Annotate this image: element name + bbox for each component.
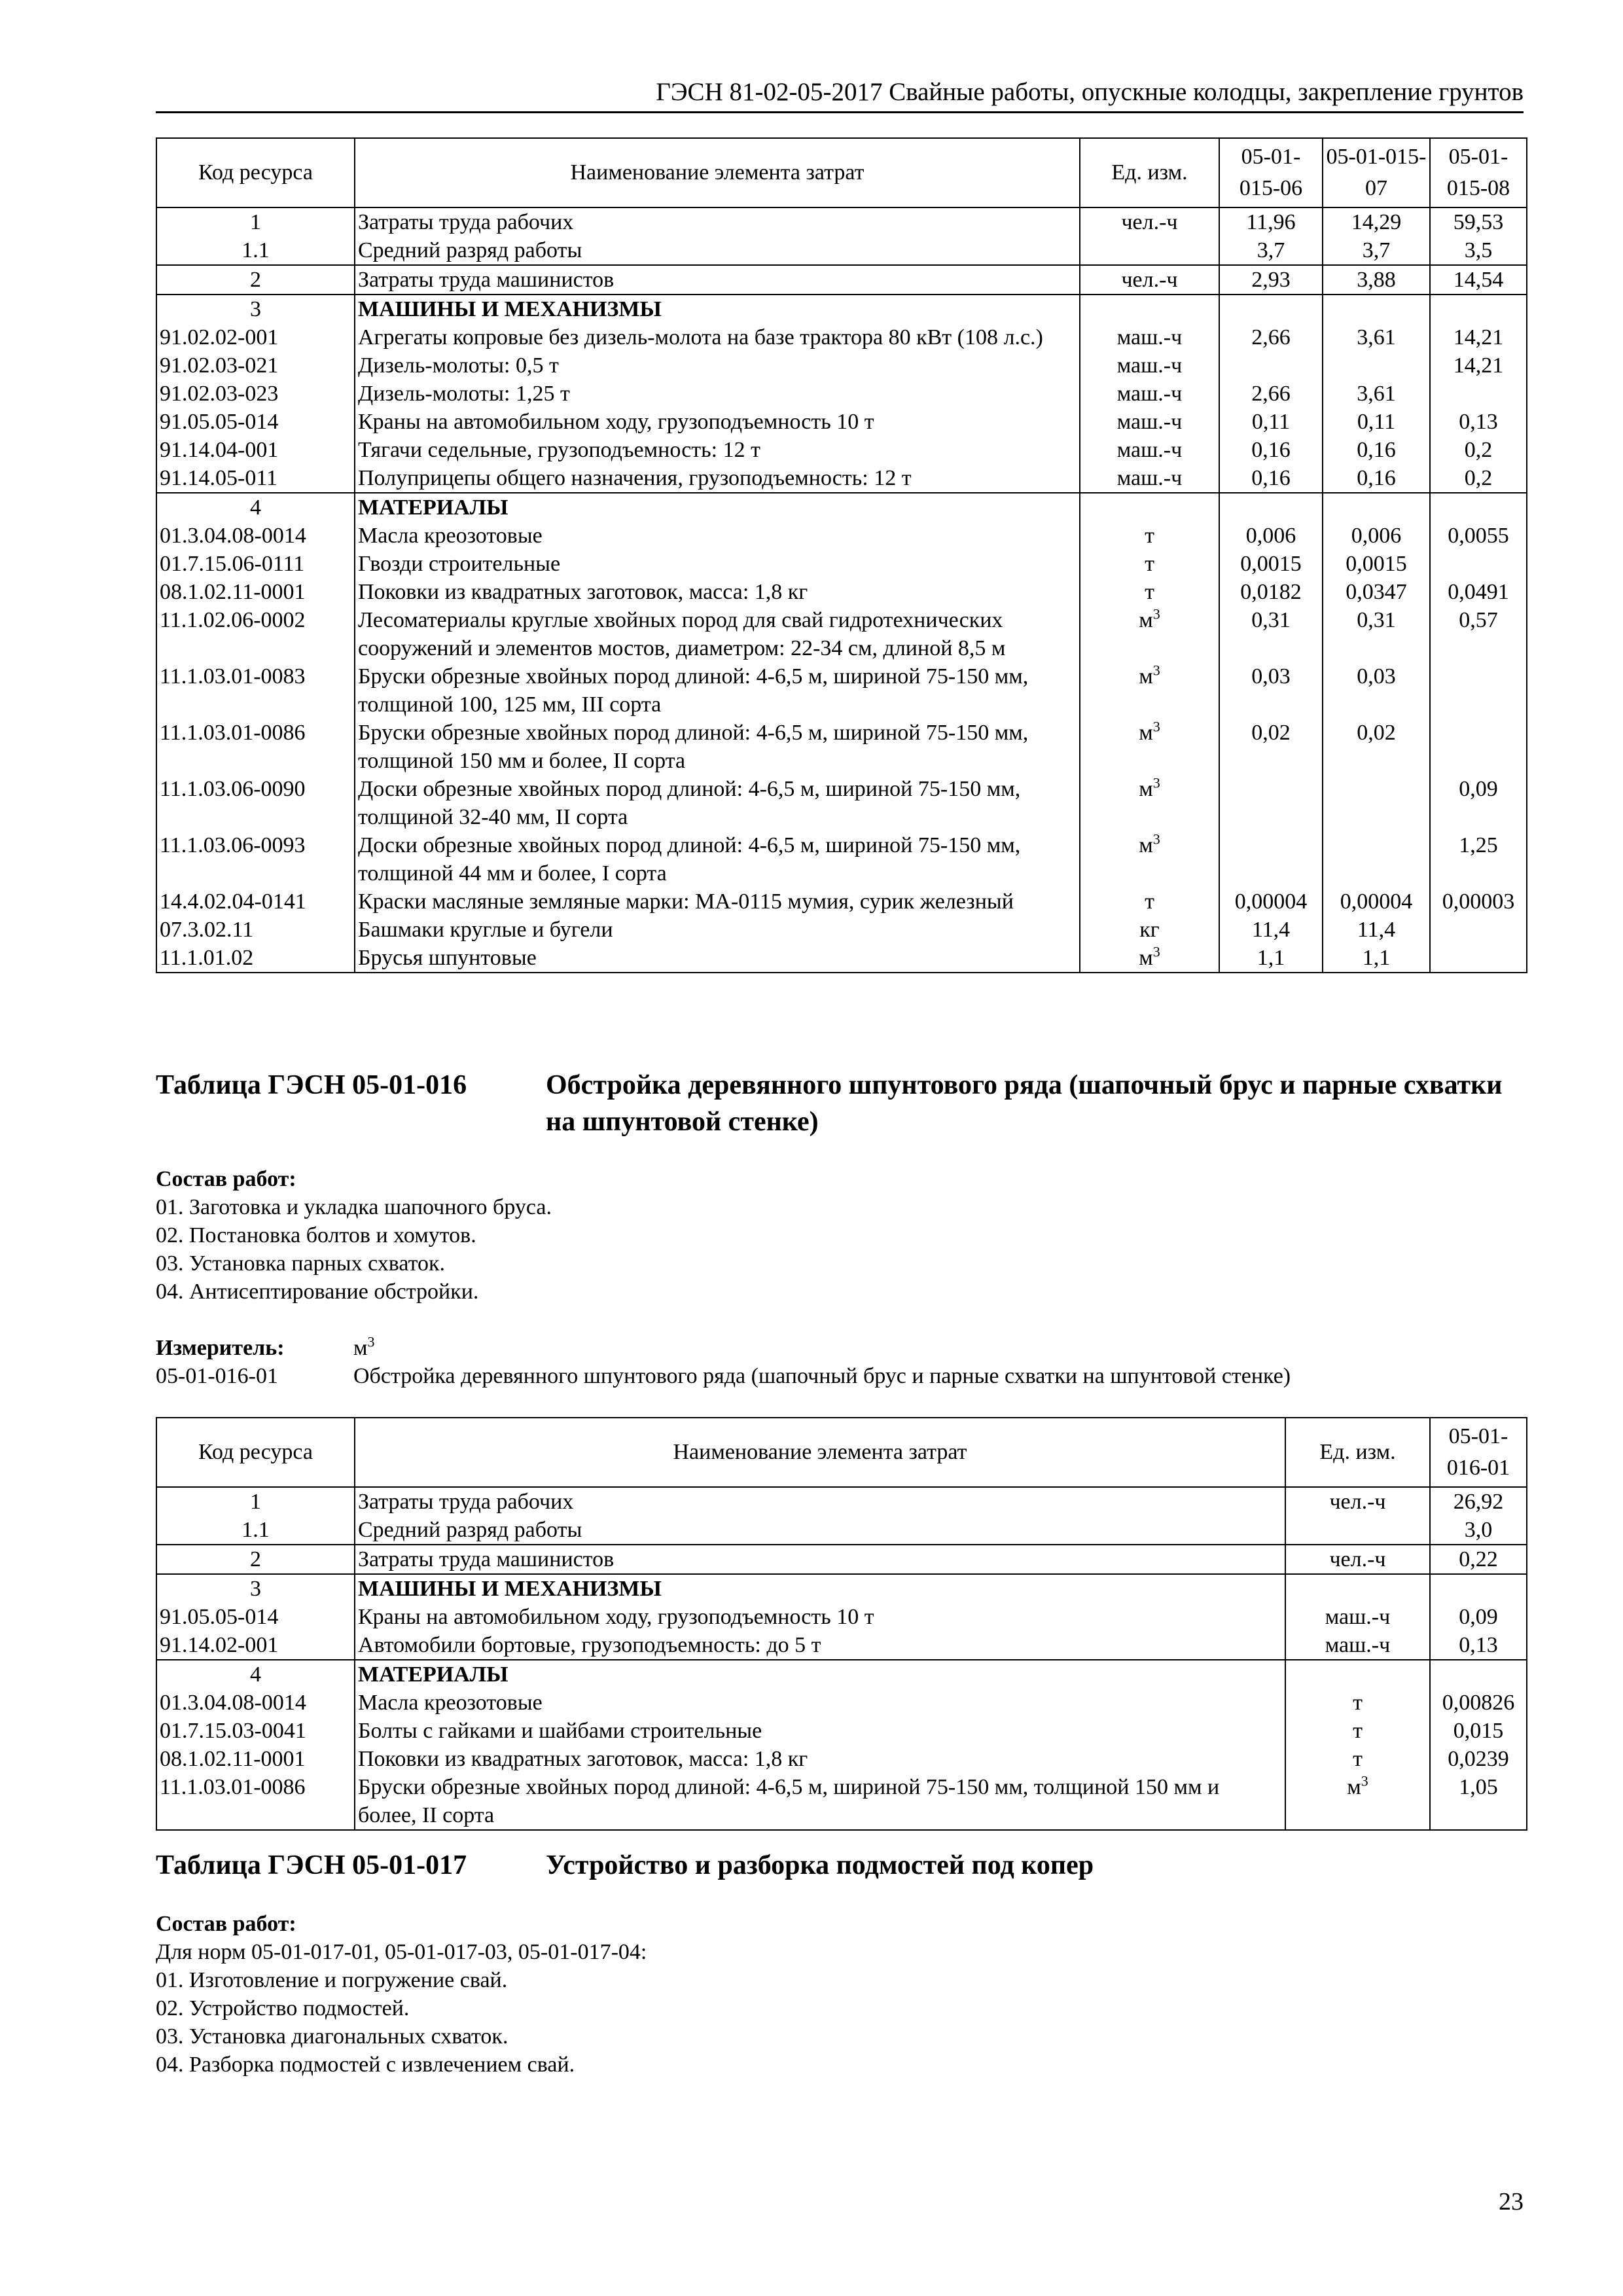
norm-value-cell xyxy=(1430,662,1527,719)
resource-name-cell: Масла креозотовые xyxy=(355,1689,1285,1717)
unit-cell xyxy=(1285,1574,1430,1603)
norms-applicability: Для норм 05-01-017-01, 05-01-017-03, 05-01-017-04: xyxy=(156,1940,647,1964)
page-number: 23 xyxy=(1499,2188,1524,2215)
norm-value-cell: 0,00004 xyxy=(1219,888,1323,916)
resource-name-cell: Автомобили бортовые, грузоподъемность: до 5 т xyxy=(355,1631,1285,1660)
table-row xyxy=(156,380,1527,408)
table-row xyxy=(156,578,1527,606)
resource-name-cell: Доски обрезные хвойных пород длиной: 4-6,5 м, шириной 75-150 мм, толщиной 44 мм и более, I сорта xyxy=(355,831,1080,888)
table-row xyxy=(156,662,1527,719)
table-row xyxy=(156,1545,1527,1574)
norm-value-cell: 0,00004 xyxy=(1323,888,1430,916)
norm-value-cell: 14,21 xyxy=(1430,351,1527,380)
resource-name-cell: МАТЕРИАЛЫ xyxy=(355,1660,1285,1689)
norm-value-cell xyxy=(1323,831,1430,888)
table-row xyxy=(156,550,1527,578)
resource-code-cell: 11.1.03.01-0086 xyxy=(156,1773,355,1830)
resource-code-cell: 91.05.05-014 xyxy=(156,408,355,436)
resource-name-cell: Дизель-молоты: 0,5 т xyxy=(355,351,1080,380)
resource-code-cell: 11.1.01.02 xyxy=(156,944,355,973)
resource-code-cell: 11.1.03.01-0086 xyxy=(156,719,355,775)
norm-value-cell xyxy=(1323,775,1430,831)
norm-value-cell: 14,29 xyxy=(1323,207,1430,236)
resource-code-cell: 1 xyxy=(156,1487,355,1516)
column-header-unit: Ед. изм. xyxy=(1080,138,1219,207)
resource-code-cell: 91.02.02-001 xyxy=(156,323,355,351)
resource-name-cell: МАТЕРИАЛЫ xyxy=(355,493,1080,522)
table-row xyxy=(156,775,1527,831)
norm-value-cell: 3,61 xyxy=(1323,380,1430,408)
resource-name-cell: Затраты труда машинистов xyxy=(355,265,1080,295)
norm-name: Обстройка деревянного шпунтового ряда (шапочный брус и парные схватки на шпунтовой стенке) xyxy=(353,1364,1291,1388)
resource-name-cell: Бруски обрезные хвойных пород длиной: 4-6,5 м, шириной 75-150 мм, толщиной 150 мм и более, II сорта xyxy=(355,1773,1285,1830)
norm-value-cell: 0,31 xyxy=(1219,606,1323,662)
unit-cell xyxy=(1080,295,1219,323)
table-row xyxy=(156,265,1527,295)
column-header-name: Наименование элемента затрат xyxy=(355,1418,1285,1487)
table-row-section xyxy=(156,1660,1527,1689)
norm-value-cell: 11,4 xyxy=(1219,916,1323,944)
unit-cell: чел.-ч xyxy=(1080,207,1219,236)
unit-cell: т xyxy=(1080,888,1219,916)
unit-cell: маш.-ч xyxy=(1080,464,1219,493)
table-heading-016 xyxy=(156,1067,1526,1140)
norm-value-cell: 11,96 xyxy=(1219,207,1323,236)
norm-value-cell: 0,09 xyxy=(1430,1603,1527,1631)
norm-value-cell: 1,1 xyxy=(1323,944,1430,973)
norm-value-cell xyxy=(1430,1660,1527,1689)
norm-value-cell: 3,0 xyxy=(1430,1516,1527,1545)
unit-cell: маш.-ч xyxy=(1080,408,1219,436)
resource-table-015 xyxy=(156,137,1527,973)
resource-name-cell: Поковки из квадратных заготовок, масса: 1,8 кг xyxy=(355,578,1080,606)
table-row xyxy=(156,1603,1527,1631)
norm-value-cell: 0,03 xyxy=(1323,662,1430,719)
works-composition-016 xyxy=(156,1165,1526,1306)
resource-code-cell: 11.1.03.06-0090 xyxy=(156,775,355,831)
norm-value-cell: 0,31 xyxy=(1323,606,1430,662)
norm-value-cell: 0,0182 xyxy=(1219,578,1323,606)
norm-value-cell: 26,92 xyxy=(1430,1487,1527,1516)
resource-name-cell: Тягачи седельные, грузоподъемность: 12 т xyxy=(355,436,1080,464)
resource-code-cell: 1.1 xyxy=(156,236,355,265)
resource-code-cell: 4 xyxy=(156,493,355,522)
works-composition-017 xyxy=(156,1910,1526,2079)
unit-cell: маш.-ч xyxy=(1080,436,1219,464)
norm-value-cell xyxy=(1430,550,1527,578)
resource-table-016 xyxy=(156,1417,1527,1831)
unit-cell: $м^3$ xyxy=(1080,719,1219,775)
resource-name-cell: Средний разряд работы xyxy=(355,1516,1285,1545)
table-header-row xyxy=(156,1418,1527,1487)
work-item: 02. Устройство подмостей. xyxy=(156,1996,410,2020)
norm-value-cell xyxy=(1219,351,1323,380)
norm-value-cell: 0,0491 xyxy=(1430,578,1527,606)
resource-code-cell: 91.14.05-011 xyxy=(156,464,355,493)
column-header-norm: 05-01-016-01 xyxy=(1430,1418,1527,1487)
resource-name-cell: МАШИНЫ И МЕХАНИЗМЫ xyxy=(355,295,1080,323)
resource-code-cell: 01.7.15.03-0041 xyxy=(156,1717,355,1745)
norm-value-cell xyxy=(1430,380,1527,408)
table-row xyxy=(156,351,1527,380)
resource-name-cell: Башмаки круглые и бугели xyxy=(355,916,1080,944)
resource-code-cell: 01.7.15.06-0111 xyxy=(156,550,355,578)
norm-value-cell xyxy=(1323,295,1430,323)
unit-cell xyxy=(1080,236,1219,265)
table-row xyxy=(156,1487,1527,1516)
running-header-title: ГЭСН 81-02-05-2017 Свайные работы, опускные колодцы, закрепление грунтов xyxy=(656,78,1524,106)
norm-value-cell xyxy=(1219,775,1323,831)
norm-value-cell: 0,02 xyxy=(1219,719,1323,775)
unit-cell: $м^3$ xyxy=(1080,944,1219,973)
unit-cell: маш.-ч xyxy=(1080,323,1219,351)
norm-value-cell: 1,25 xyxy=(1430,831,1527,888)
norm-value-cell: 0,00826 xyxy=(1430,1689,1527,1717)
resource-code-cell: 01.3.04.08-0014 xyxy=(156,522,355,550)
norm-value-cell xyxy=(1430,944,1527,973)
resource-name-cell: Полуприцепы общего назначения, грузоподъемность: 12 т xyxy=(355,464,1080,493)
norm-value-cell xyxy=(1323,351,1430,380)
unit-cell: чел.-ч xyxy=(1285,1545,1430,1574)
column-header-norm: 05-01-015-07 xyxy=(1323,138,1430,207)
resource-name-cell: Масла креозотовые xyxy=(355,522,1080,550)
resource-name-cell: Средний разряд работы xyxy=(355,236,1080,265)
table-row xyxy=(156,436,1527,464)
unit-cell: $м^3$ xyxy=(1080,606,1219,662)
unit-cell: маш.-ч xyxy=(1285,1631,1430,1660)
norm-value-cell xyxy=(1430,719,1527,775)
norm-value-cell: 1,1 xyxy=(1219,944,1323,973)
norm-value-cell xyxy=(1219,493,1323,522)
norm-value-cell: 3,61 xyxy=(1323,323,1430,351)
table-row xyxy=(156,606,1527,662)
resource-name-cell: Затраты труда рабочих xyxy=(355,1487,1285,1516)
work-item: 03. Установка парных схваток. xyxy=(156,1251,445,1276)
norm-value-cell: 0,11 xyxy=(1219,408,1323,436)
norm-value-cell: 0,13 xyxy=(1430,408,1527,436)
resource-name-cell: Краски масляные земляные марки: МА-0115 мумия, сурик железный xyxy=(355,888,1080,916)
measure-label: Измеритель: xyxy=(156,1336,285,1360)
unit-cell: маш.-ч xyxy=(1080,380,1219,408)
resource-code-cell: 08.1.02.11-0001 xyxy=(156,1745,355,1773)
work-item: 01. Заготовка и укладка шапочного бруса. xyxy=(156,1195,552,1219)
unit-cell: т xyxy=(1285,1717,1430,1745)
resource-code-cell: 3 xyxy=(156,295,355,323)
resource-name-cell: МАШИНЫ И МЕХАНИЗМЫ xyxy=(355,1574,1285,1603)
work-item: 04. Антисептирование обстройки. xyxy=(156,1280,479,1304)
norm-value-cell: 0,16 xyxy=(1323,436,1430,464)
table-row xyxy=(156,207,1527,236)
unit-cell: маш.-ч xyxy=(1080,351,1219,380)
resource-code-cell: 91.05.05-014 xyxy=(156,1603,355,1631)
unit-cell: $м^3$ xyxy=(1285,1773,1430,1830)
unit-cell: $м^3$ xyxy=(1080,831,1219,888)
table-row xyxy=(156,1516,1527,1545)
table-row xyxy=(156,1773,1527,1830)
resource-code-cell: 91.14.02-001 xyxy=(156,1631,355,1660)
column-header-norm: 05-01-015-08 xyxy=(1430,138,1527,207)
table-row xyxy=(156,323,1527,351)
table-row xyxy=(156,916,1527,944)
resource-code-cell: 14.4.02.04-0141 xyxy=(156,888,355,916)
unit-cell xyxy=(1285,1516,1430,1545)
norm-value-cell: 59,53 xyxy=(1430,207,1527,236)
resource-name-cell: Болты с гайками и шайбами строительные xyxy=(355,1717,1285,1745)
table-row xyxy=(156,888,1527,916)
unit-cell: т xyxy=(1080,550,1219,578)
table-title: Устройство и разборка подмостей под копер xyxy=(546,1850,1094,1880)
works-label: Состав работ: xyxy=(156,1912,296,1936)
resource-name-cell: Агрегаты копровые без дизель-молота на базе трактора 80 кВт (108 л.с.) xyxy=(355,323,1080,351)
norm-value-cell: 0,16 xyxy=(1219,436,1323,464)
column-header-unit: Ед. изм. xyxy=(1285,1418,1430,1487)
norm-value-cell: 3,5 xyxy=(1430,236,1527,265)
resource-name-cell: Бруски обрезные хвойных пород длиной: 4-6,5 м, шириной 75-150 мм, толщиной 100, 125 мм, III сорта xyxy=(355,662,1080,719)
norm-value-cell: 0,03 xyxy=(1219,662,1323,719)
resource-name-cell: Гвозди строительные xyxy=(355,550,1080,578)
resource-code-cell: 91.02.03-023 xyxy=(156,380,355,408)
unit-cell: т xyxy=(1285,1745,1430,1773)
norm-value-cell: 0,2 xyxy=(1430,464,1527,493)
norm-value-cell: 2,93 xyxy=(1219,265,1323,295)
norm-value-cell xyxy=(1323,493,1430,522)
unit-cell xyxy=(1080,493,1219,522)
table-row xyxy=(156,1745,1527,1773)
norm-value-cell xyxy=(1430,295,1527,323)
norm-value-cell: 0,09 xyxy=(1430,775,1527,831)
norm-value-cell: 3,88 xyxy=(1323,265,1430,295)
resource-code-cell: 1.1 xyxy=(156,1516,355,1545)
resource-code-cell: 3 xyxy=(156,1574,355,1603)
resource-code-cell: 4 xyxy=(156,1660,355,1689)
norm-value-cell: 0,0347 xyxy=(1323,578,1430,606)
work-item: 02. Постановка болтов и хомутов. xyxy=(156,1223,476,1247)
resource-code-cell: 01.3.04.08-0014 xyxy=(156,1689,355,1717)
table-number: Таблица ГЭСН 05-01-016 xyxy=(156,1070,467,1100)
norm-value-cell: 0,57 xyxy=(1430,606,1527,662)
norm-value-cell: 0,00003 xyxy=(1430,888,1527,916)
norm-value-cell xyxy=(1219,831,1323,888)
norm-value-cell: 3,7 xyxy=(1323,236,1430,265)
table-row xyxy=(156,1689,1527,1717)
resource-code-cell: 1 xyxy=(156,207,355,236)
work-item: 03. Установка диагональных схваток. xyxy=(156,2024,508,2049)
resource-name-cell: Краны на автомобильном ходу, грузоподъемность 10 т xyxy=(355,1603,1285,1631)
unit-cell: чел.-ч xyxy=(1285,1487,1430,1516)
norm-value-cell: 0,13 xyxy=(1430,1631,1527,1660)
column-header-code: Код ресурса xyxy=(156,138,355,207)
norm-value-cell: 0,22 xyxy=(1430,1545,1527,1574)
norm-value-cell: 1,05 xyxy=(1430,1773,1527,1830)
table-row-section xyxy=(156,493,1527,522)
norm-code: 05-01-016-01 xyxy=(156,1364,278,1388)
measure-unit: $м^3$ xyxy=(353,1333,375,1360)
table-row xyxy=(156,719,1527,775)
norm-value-cell: 0,0055 xyxy=(1430,522,1527,550)
unit-cell: т xyxy=(1080,522,1219,550)
unit-cell xyxy=(1285,1660,1430,1689)
norm-value-cell xyxy=(1430,916,1527,944)
column-header-code: Код ресурса xyxy=(156,1418,355,1487)
resource-name-cell: Затраты труда рабочих xyxy=(355,207,1080,236)
resource-name-cell: Доски обрезные хвойных пород длиной: 4-6,5 м, шириной 75-150 мм, толщиной 32-40 мм, II сорта xyxy=(355,775,1080,831)
resource-code-cell: 08.1.02.11-0001 xyxy=(156,578,355,606)
table-row xyxy=(156,408,1527,436)
resource-name-cell: Бруски обрезные хвойных пород длиной: 4-6,5 м, шириной 75-150 мм, толщиной 150 мм и более, II сорта xyxy=(355,719,1080,775)
work-item: 01. Изготовление и погружение свай. xyxy=(156,1968,508,1992)
norm-value-cell xyxy=(1430,1574,1527,1603)
norm-value-cell: 0,0015 xyxy=(1219,550,1323,578)
norm-value-cell xyxy=(1430,493,1527,522)
resource-code-cell: 91.02.03-021 xyxy=(156,351,355,380)
unit-cell: кг xyxy=(1080,916,1219,944)
unit-cell: т xyxy=(1080,578,1219,606)
measure-block-016 xyxy=(156,1334,1526,1390)
unit-cell: $м^3$ xyxy=(1080,775,1219,831)
table-number: Таблица ГЭСН 05-01-017 xyxy=(156,1850,467,1880)
norm-value-cell: 0,015 xyxy=(1430,1717,1527,1745)
table-row xyxy=(156,944,1527,973)
table-title: Обстройка деревянного шпунтового ряда (шапочный брус и парные схватки на шпунтовой стенке) xyxy=(546,1070,1503,1137)
norm-value-cell: 0,0239 xyxy=(1430,1745,1527,1773)
resource-name-cell: Краны на автомобильном ходу, грузоподъемность 10 т xyxy=(355,408,1080,436)
table-row xyxy=(156,236,1527,265)
norm-value-cell: 2,66 xyxy=(1219,380,1323,408)
norm-value-cell: 0,16 xyxy=(1219,464,1323,493)
running-header xyxy=(156,77,1524,113)
table-row xyxy=(156,464,1527,493)
resource-name-cell: Поковки из квадратных заготовок, масса: 1,8 кг xyxy=(355,1745,1285,1773)
resource-name-cell: Брусья шпунтовые xyxy=(355,944,1080,973)
resource-code-cell: 11.1.03.06-0093 xyxy=(156,831,355,888)
table-row-section xyxy=(156,1574,1527,1603)
unit-cell: чел.-ч xyxy=(1080,265,1219,295)
resource-code-cell: 91.14.04-001 xyxy=(156,436,355,464)
column-header-norm: 05-01-015-06 xyxy=(1219,138,1323,207)
norm-value-cell: 0,2 xyxy=(1430,436,1527,464)
norm-value-cell: 0,16 xyxy=(1323,464,1430,493)
resource-code-cell: 2 xyxy=(156,265,355,295)
norm-value-cell: 0,02 xyxy=(1323,719,1430,775)
resource-code-cell: 11.1.03.01-0083 xyxy=(156,662,355,719)
table-row xyxy=(156,1631,1527,1660)
norm-value-cell: 11,4 xyxy=(1323,916,1430,944)
resource-name-cell: Дизель-молоты: 1,25 т xyxy=(355,380,1080,408)
table-row xyxy=(156,1717,1527,1745)
unit-cell: т xyxy=(1285,1689,1430,1717)
norm-value-cell: 0,0015 xyxy=(1323,550,1430,578)
table-header-row xyxy=(156,138,1527,207)
unit-cell: маш.-ч xyxy=(1285,1603,1430,1631)
work-item: 04. Разборка подмостей с извлечением свай. xyxy=(156,2053,575,2077)
resource-code-cell: 11.1.02.06-0002 xyxy=(156,606,355,662)
table-row xyxy=(156,522,1527,550)
resource-name-cell: Лесоматериалы круглые хвойных пород для свай гидротехнических сооружений и элементов мостов, диаметром: 22-34 см, длиной 8,5 м xyxy=(355,606,1080,662)
unit-cell: $м^3$ xyxy=(1080,662,1219,719)
norm-value-cell: 0,006 xyxy=(1219,522,1323,550)
norm-value-cell: 2,66 xyxy=(1219,323,1323,351)
table-row xyxy=(156,831,1527,888)
resource-name-cell: Затраты труда машинистов xyxy=(355,1545,1285,1574)
resource-code-cell: 2 xyxy=(156,1545,355,1574)
column-header-name: Наименование элемента затрат xyxy=(355,138,1080,207)
norm-value-cell: 0,11 xyxy=(1323,408,1430,436)
norm-value-cell xyxy=(1219,295,1323,323)
norm-value-cell: 0,006 xyxy=(1323,522,1430,550)
table-row-section xyxy=(156,295,1527,323)
works-label: Состав работ: xyxy=(156,1167,296,1191)
norm-value-cell: 14,54 xyxy=(1430,265,1527,295)
norm-value-cell: 14,21 xyxy=(1430,323,1527,351)
table-heading-017 xyxy=(156,1847,1526,1884)
norm-value-cell: 3,7 xyxy=(1219,236,1323,265)
resource-code-cell: 07.3.02.11 xyxy=(156,916,355,944)
